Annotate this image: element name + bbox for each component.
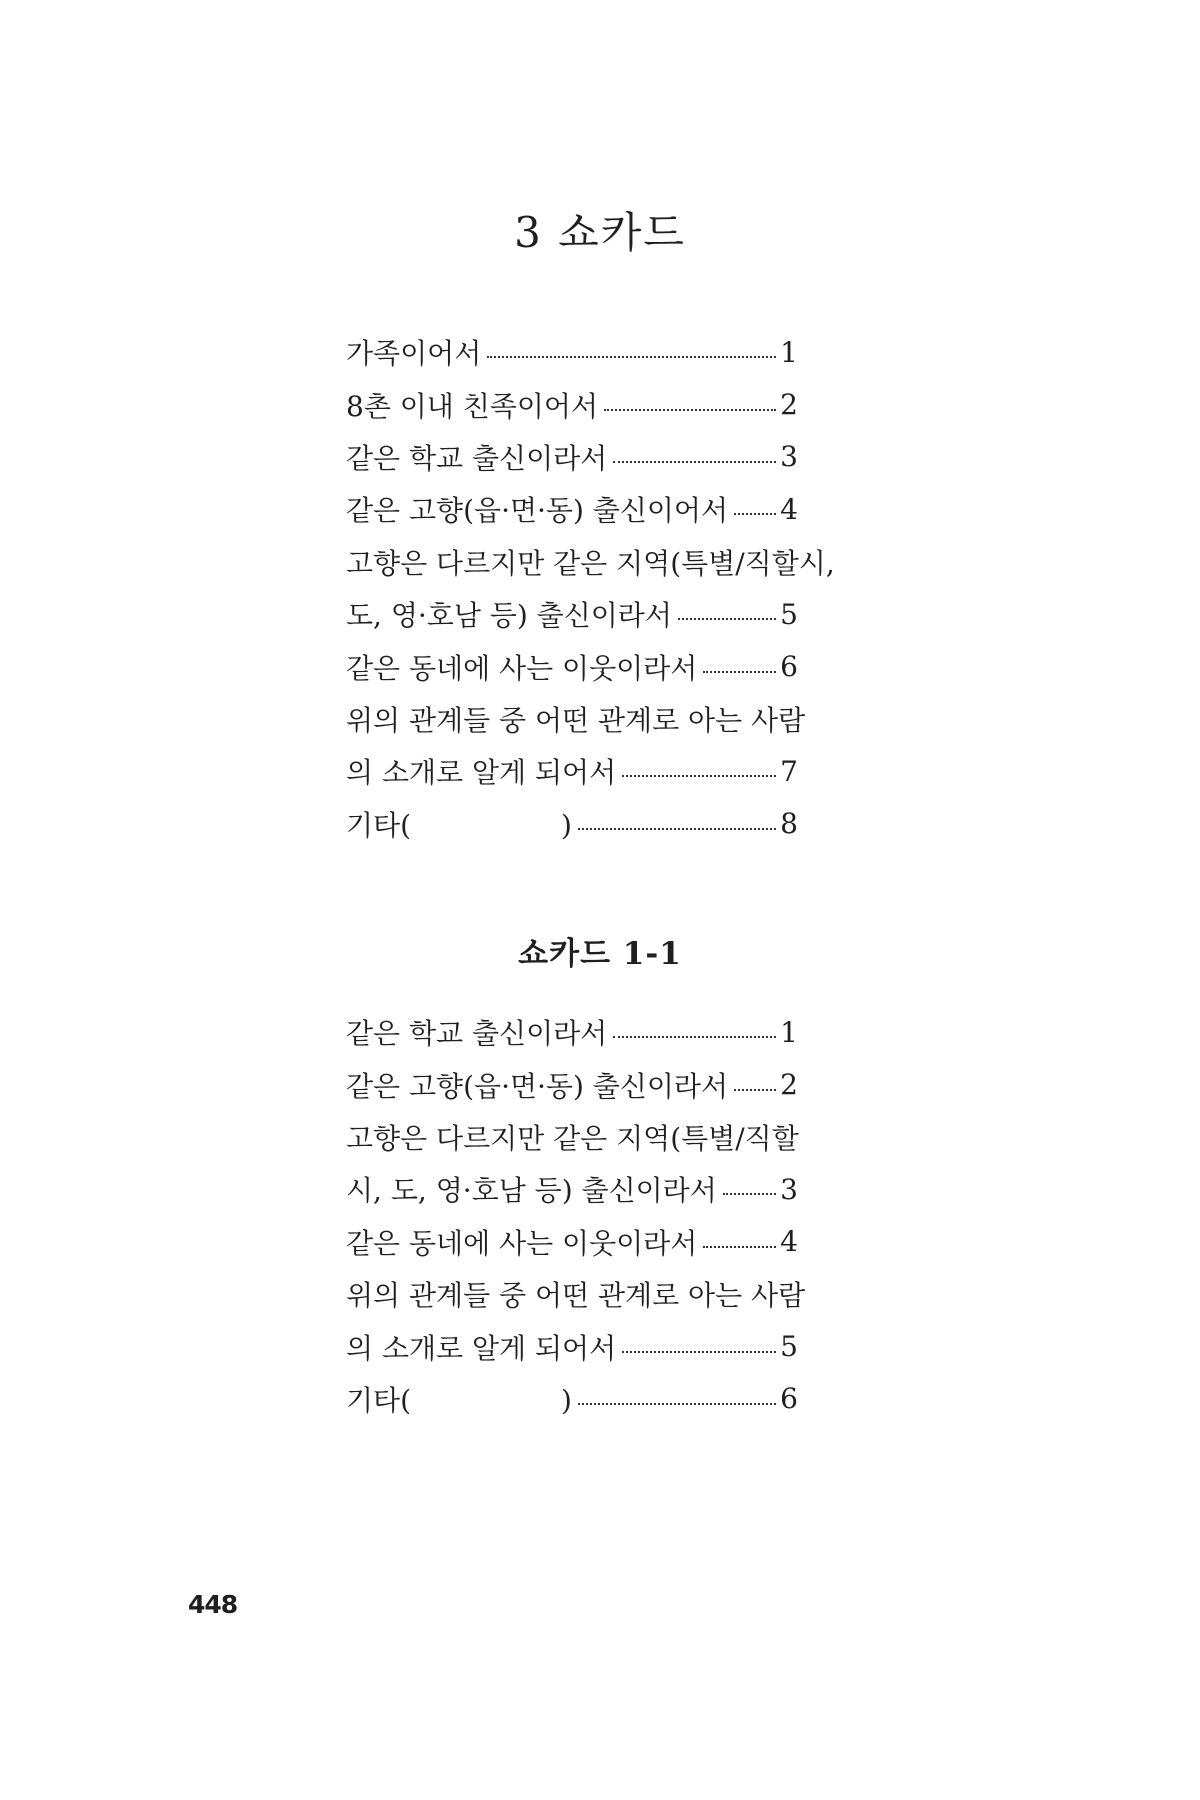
item-number: 2 xyxy=(780,388,798,422)
list-item xyxy=(346,1111,798,1163)
item-number: 3 xyxy=(780,1172,798,1206)
list-item xyxy=(346,378,798,430)
item-number: 6 xyxy=(780,1382,798,1416)
item-text: 같은 동네에 사는 이웃이라서 xyxy=(346,1226,698,1260)
list-item xyxy=(346,588,798,640)
leader-dots xyxy=(723,1193,776,1195)
item-number: 2 xyxy=(780,1068,798,1102)
list-item xyxy=(346,1373,798,1425)
item-text: 도, 영·호남 등) 출신이라서 xyxy=(346,599,672,633)
item-number: 5 xyxy=(780,1330,798,1364)
other-close: ) xyxy=(561,808,572,842)
item-text xyxy=(346,804,572,844)
leader-dots xyxy=(604,409,776,411)
item-text: 같은 학교 출신이라서 xyxy=(346,1017,608,1051)
leader-dots xyxy=(703,1246,776,1248)
list-item xyxy=(346,536,835,588)
list-item xyxy=(346,1268,806,1320)
leader-dots xyxy=(734,1089,776,1091)
list-item xyxy=(346,431,798,483)
item-number: 5 xyxy=(780,597,798,631)
item-number: 3 xyxy=(780,440,798,474)
item-text: 같은 학교 출신이라서 xyxy=(346,441,608,475)
item-text: 시, 도, 영·호남 등) 출신이라서 xyxy=(346,1174,717,1208)
item-number: 1 xyxy=(780,335,798,369)
list-item xyxy=(346,1163,798,1215)
showcard-1-1-list xyxy=(346,1006,806,1425)
page-number: 448 xyxy=(188,1590,238,1619)
item-text xyxy=(346,1379,572,1419)
item-text: 같은 동네에 사는 이웃이라서 xyxy=(346,651,698,685)
other-open: 기타( xyxy=(346,808,412,842)
item-text: 위의 관계들 중 어떤 관계로 아는 사람 xyxy=(346,1279,806,1313)
list-item xyxy=(346,745,798,797)
leader-dots xyxy=(613,461,776,463)
item-number: 4 xyxy=(780,1225,798,1259)
item-text: 같은 고향(읍·면·동) 출신이어서 xyxy=(346,494,729,528)
item-text: 고향은 다르지만 같은 지역(특별/직할시, xyxy=(346,546,835,580)
leader-dots xyxy=(578,1403,776,1405)
leader-dots xyxy=(622,775,776,777)
other-open: 기타( xyxy=(346,1383,412,1417)
leader-dots xyxy=(734,513,776,515)
list-item xyxy=(346,1058,798,1110)
leader-dots xyxy=(622,1351,776,1353)
item-text: 고향은 다르지만 같은 지역(특별/직할 xyxy=(346,1121,799,1155)
page-title: 3 쇼카드 xyxy=(514,208,686,258)
leader-dots xyxy=(678,618,776,620)
item-number: 7 xyxy=(780,754,798,788)
leader-dots xyxy=(487,356,776,358)
item-text: 8촌 이내 친족이어서 xyxy=(346,389,599,423)
item-number: 6 xyxy=(780,650,798,684)
list-item xyxy=(346,1006,798,1058)
item-text: 의 소개로 알게 되어서 xyxy=(346,756,617,790)
list-item xyxy=(346,798,798,850)
section-title: 쇼카드 1-1 xyxy=(518,935,682,972)
item-text: 가족이어서 xyxy=(346,337,482,371)
list-item xyxy=(346,1320,798,1372)
other-close: ) xyxy=(561,1383,572,1417)
list-item xyxy=(346,483,798,535)
item-number: 1 xyxy=(780,1015,798,1049)
list-item xyxy=(346,326,798,378)
list-item xyxy=(346,693,806,745)
list-item xyxy=(346,1216,798,1268)
item-number: 4 xyxy=(780,492,798,526)
leader-dots xyxy=(578,828,776,830)
item-number: 8 xyxy=(780,807,798,841)
leader-dots xyxy=(703,671,776,673)
item-text: 의 소개로 알게 되어서 xyxy=(346,1331,617,1365)
leader-dots xyxy=(613,1036,776,1038)
showcard-3-list xyxy=(346,326,835,850)
item-text: 같은 고향(읍·면·동) 출신이라서 xyxy=(346,1069,729,1103)
list-item xyxy=(346,640,798,692)
item-text: 위의 관계들 중 어떤 관계로 아는 사람 xyxy=(346,703,806,737)
